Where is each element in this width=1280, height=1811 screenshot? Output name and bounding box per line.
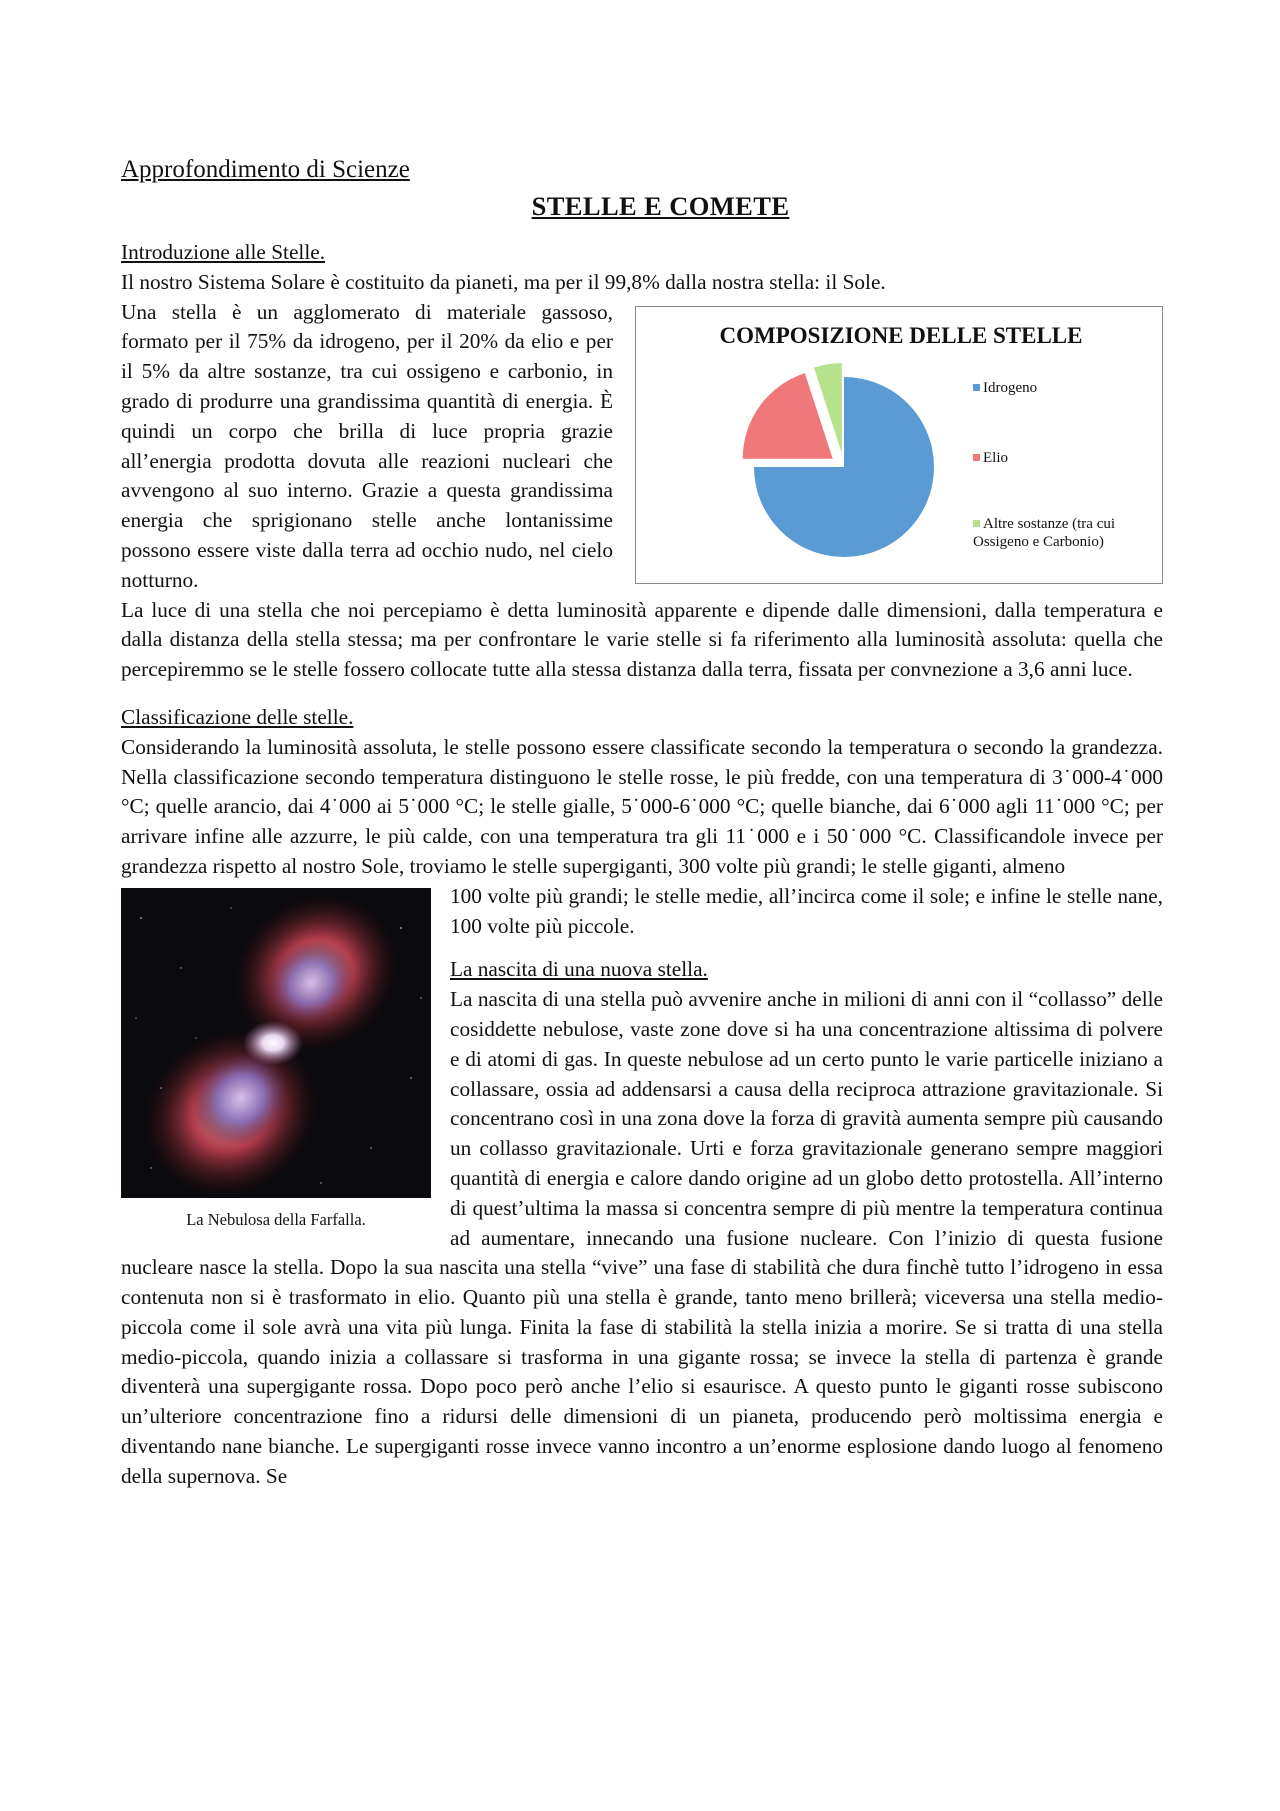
legend-label: Idrogeno <box>983 379 1038 396</box>
composition-chart <box>635 306 1163 584</box>
legend-swatch <box>973 454 980 461</box>
nebula-figure <box>121 888 439 1230</box>
page-title: STELLE E COMETE <box>531 191 790 221</box>
intro-paragraph-2: Una stella è un agglomerato di materiale gassoso, formato per il 75% da idrogeno, per il 20% da elio e per il 5% da altre sostanze, tra cui ossigeno e carbonio, in grado di produrre una grandissima quantità di energia. È quindi un corpo che brilla di luce propria grazie all’energia prodotta dovuta alle reazioni nucleari che avvengono al suo interno. Grazie a questa grandissima energia che sprigionano stelle anche lontanissime possono essere viste dalla terra ad occhio nudo, nel cielo notturno. <box>121 299 613 592</box>
intro-paragraph-1: Il nostro Sistema Solare è costituito da pianeti, ma per il 99,8% dalla nostra stella: il Sole. <box>121 269 886 294</box>
pie-slice-elio <box>743 373 833 459</box>
legend-swatch <box>973 384 980 391</box>
document-page <box>121 152 1163 1492</box>
classification-heading: Classificazione delle stelle. <box>121 704 354 729</box>
legend-item-elio <box>973 449 1153 467</box>
birth-heading: La nascita di una nuova stella. <box>450 957 708 982</box>
intro-paragraph-3: La luce di una stella che noi percepiamo è detta luminosità apparente e dipende dalle dimensioni, dalla temperatura e dalla distanza della stella stessa; ma per confrontare le varie stelle si fa riferimento alla luminosità assoluta: quella che percepiremmo se le stelle fossero collocate tutte alla stessa distanza dalla terra, fissata per convnezione a 3,6 anni luce. <box>121 597 1163 682</box>
legend-label: Elio <box>983 449 1008 466</box>
butterfly-nebula-image <box>121 888 431 1198</box>
classification-paragraph-2: 100 volte più grandi; le stelle medie, all’incirca come il sole; e infine le stelle nane, 100 volte più piccole. <box>450 883 1163 938</box>
legend-item-altre <box>973 515 1153 551</box>
legend-label: Altre sostanze (tra cui Ossigeno e Carbonio) <box>973 515 1116 550</box>
legend-swatch <box>973 520 980 527</box>
intro-heading: Introduzione alle Stelle. <box>121 240 326 264</box>
subject-heading: Approfondimento di Scienze <box>121 156 410 183</box>
classification-paragraph-1: Considerando la luminosità assoluta, le stelle possono essere classificate secondo la temperatura o secondo la grandezza. Nella classificazione secondo temperatura distinguono le stelle rosse, le più fredde, con una temperatura di 3˙000-4˙000 °C; quelle arancio, dai 4˙000 ai 5˙000 °C; le stelle gialle, 5˙000-6˙000 °C; quelle bianche, dai 6˙000 agli 11˙000 °C; per arrivare infine alle azzurre, le più calde, con una temperatura tra gli 11˙000 e i 50˙000 °C. Classificandole invece per grandezza rispetto al nostro Sole, troviamo le stelle supergiganti, 300 volte più grandi; le stelle giganti, almeno <box>121 734 1163 878</box>
figure-caption: La Nebulosa della Farfalla. <box>186 1209 366 1229</box>
chart-title: COMPOSIZIONE DELLE STELLE <box>719 322 1083 348</box>
birth-paragraph-1: La nascita di una stella può avvenire anche in milioni di anni con il “collasso” delle cosiddette nebulose, vaste zone dove si ha una concentrazione altissima di polvere e di atomi di gas. In queste nebulose ad un certo punto le varie particelle iniziano a collassare, ossia ad addensarsi a causa della reciproca attrazione gravitazionale. Si concentrano così in una zona dove la forza di gravità aumenta sempre più causando un collasso gravitazionale. Urti e forza gravitazionale generano sempre maggiori quantità di energia e calore dando origine ad un globo detto protostella. All’interno di quest’ultima la massa si concentra sempre di più mentre la temperatura continua ad aumentare, innecando una fusione nucleare. Con l’inizio di questa fusione nucleare nasce la stella. Dopo la sua nascita una stella “vive” una fase di stabilità che dura finchè tutto l’idrogeno in essa contenuta non si è trasformato in elio. Quanto più una stella è grande, tanto meno brillerà; viceversa una stella medio-piccola come il sole avrà una vita più lunga. Finita la fase di stabilità la stella inizia a morire. Se si tratta di una stella medio-piccola, quando inizia a collassare si trasforma in una gigante rossa; se invece la stella di partenza è grande diventerà una supergigante rossa. Dopo poco però anche l’elio si esaurisce. A questo punto le giganti rosse subiscono un’ulteriore concentrazione fino a ridursi delle dimensioni di un pianeta, producendo però moltissima energia e diventando nane bianche. Le supergiganti rosse invece vanno incontro a un’enorme esplosione dando luogo al fenomeno della supernova. Se <box>121 987 1163 1488</box>
legend-item-idrogeno <box>973 379 1153 397</box>
